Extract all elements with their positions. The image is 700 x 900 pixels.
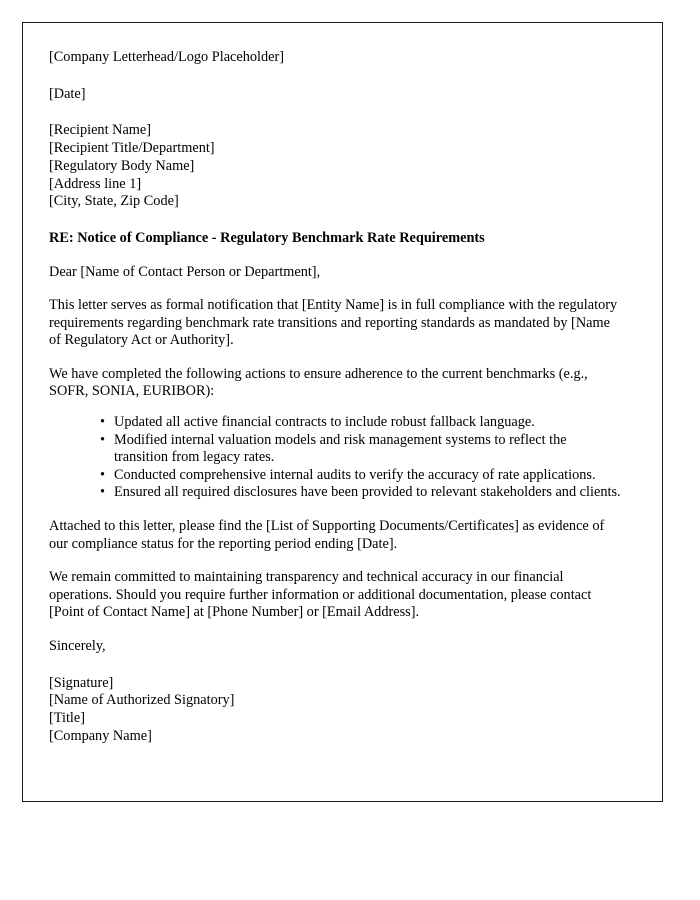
spacer (49, 350, 624, 366)
paragraph-closing-statement: We remain committed to maintaining transparency and technical accuracy in our financial operations. Should you require further information or additional documentation, please contact [Point of Contact Name] at [Phone Number] or [Email Address]. (49, 569, 592, 621)
spacer (49, 656, 624, 675)
spacer (49, 502, 624, 518)
closing-salutation: Sincerely, (49, 638, 106, 655)
spacer (49, 67, 624, 86)
list-item: • Ensured all required disclosures have been provided to relevant stakeholders and clients. (100, 484, 624, 502)
spacer (49, 281, 624, 297)
date-placeholder: [Date] (49, 85, 86, 102)
recipient-organization: [Regulatory Body Name] (49, 157, 195, 174)
list-item: • Updated all active financial contracts to include robust fallback language. (100, 414, 624, 432)
subject-line: RE: Notice of Compliance - Regulatory Benchmark Rate Requirements (49, 229, 485, 246)
letterhead-placeholder: [Company Letterhead/Logo Placeholder] (49, 49, 285, 65)
spacer (49, 401, 624, 414)
signatory-name: [Name of Authorized Signatory] (49, 692, 235, 709)
signatory-title: [Title] (49, 710, 86, 727)
recipient-name: [Recipient Name] (49, 122, 152, 139)
signature-placeholder: [Signature] (49, 674, 114, 691)
spacer (49, 103, 624, 122)
spacer (49, 553, 624, 569)
document-page (22, 22, 663, 802)
spacer (49, 248, 624, 264)
recipient-city-state-zip: [City, State, Zip Code] (49, 193, 179, 210)
salutation: Dear [Name of Contact Person or Department], (49, 263, 321, 280)
compliance-actions-list (49, 414, 624, 502)
paragraph-attachments: Attached to this letter, please find the [List of Supporting Documents/Certificates] as evidence of our compliance status for the reporting period ending [Date]. (49, 518, 605, 552)
list-item: • Modified internal valuation models and risk management systems to reflect the transition from legacy rates. (100, 432, 624, 467)
paragraph-actions-intro: We have completed the following actions to ensure adherence to the current benchmarks (e.g., SOFR, SONIA, EURIBOR): (49, 365, 588, 400)
paragraph-compliance-notification: This letter serves as formal notification that [Entity Name] is in full compliance with the regulatory requirements regarding benchmark rate transitions and reporting standards as mandated by [Name of Regulatory Act or Authority]. (49, 297, 618, 349)
spacer (49, 211, 624, 230)
spacer (49, 622, 624, 638)
list-item: • Conducted comprehensive internal audits to verify the accuracy of rate applications. (100, 467, 624, 485)
recipient-address-block (49, 122, 624, 211)
signature-block (49, 675, 624, 746)
recipient-address-line-1: [Address line 1] (49, 175, 142, 192)
signatory-company: [Company Name] (49, 727, 152, 744)
recipient-title: [Recipient Title/Department] (49, 140, 215, 157)
letter-body (23, 23, 662, 745)
